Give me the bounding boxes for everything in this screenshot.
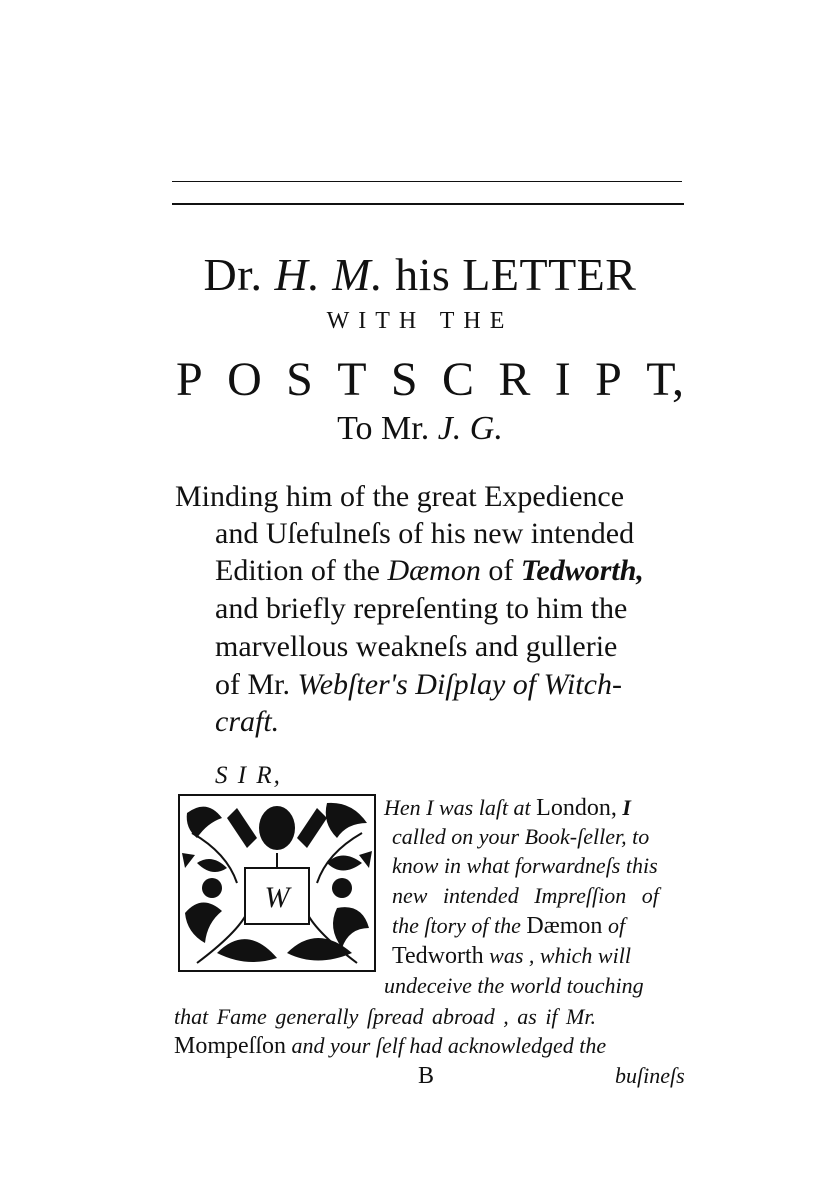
postscript-letter: S xyxy=(286,353,313,406)
postscript-letter: O xyxy=(227,353,262,406)
addressee-to-mr: To Mr. xyxy=(337,410,430,447)
body-line-5 xyxy=(392,911,625,941)
body-line-1 xyxy=(384,793,631,823)
addressee-initials: J. G. xyxy=(437,410,503,447)
postscript-letter: R xyxy=(498,353,531,406)
decorated-initial xyxy=(177,793,377,973)
postscript-letter: P xyxy=(176,353,203,406)
drop-cap-letter: W xyxy=(264,881,290,914)
summary-italic-daemon: Dæmon xyxy=(387,554,481,587)
top-rule-thin xyxy=(172,181,682,182)
body-roman-tedworth: Tedworth xyxy=(392,943,484,969)
top-rule-thick xyxy=(172,203,684,205)
title-dr: Dr. xyxy=(203,249,263,300)
summary-text: Edition of the xyxy=(215,554,380,587)
summary-line-2: and Uſefulneſs of his new intended xyxy=(215,517,635,550)
summary-line-3 xyxy=(215,552,644,590)
title-with-the: WITH THE xyxy=(326,308,514,334)
body-line-4: new intended Impreſſion of xyxy=(392,883,659,908)
body-line-7: undeceive the world touching xyxy=(384,973,644,998)
body-text: was , which will xyxy=(489,943,631,968)
catchword: buſineſs xyxy=(615,1063,685,1088)
summary-text: of Mr. xyxy=(215,668,290,701)
body-line-6 xyxy=(392,941,631,971)
body-roman-daemon: Dæmon xyxy=(526,913,603,939)
body-text: and your ſelf had acknowledged the xyxy=(291,1033,607,1058)
postscript-letter: T xyxy=(337,353,367,406)
signature-mark: B xyxy=(418,1063,435,1089)
summary-line-1: Minding him of the great Expedience xyxy=(175,480,625,513)
foliage-ornament-icon xyxy=(177,793,377,973)
title-initials: H. M. xyxy=(274,249,384,300)
body-roman-mompesson: Mompeſſon xyxy=(174,1033,286,1059)
body-line-8: that Fame generally ſpread abroad , as if Mr. xyxy=(174,1004,596,1029)
postscript-letter: C xyxy=(441,353,474,406)
body-text: Hen I was laſt at xyxy=(384,795,531,820)
body-line-9 xyxy=(174,1031,606,1061)
summary-line-5: marvellous weakneſs and gullerie xyxy=(215,630,618,663)
summary-line-6 xyxy=(215,666,622,704)
summary-italic-craft: craft. xyxy=(215,705,280,738)
body-text: the ſtory of the xyxy=(392,913,521,938)
letter-title xyxy=(0,248,840,301)
postscript-letter: P xyxy=(595,353,622,406)
title-postscript xyxy=(176,352,684,407)
summary-italic-webster: Webſter's Diſplay of Witch- xyxy=(297,668,622,701)
salutation: S I R, xyxy=(215,762,282,789)
summary-line-4: and briefly repreſenting to him the xyxy=(215,592,628,625)
postscript-letter: S xyxy=(390,353,418,406)
title-addressee xyxy=(0,410,840,448)
summary-line-7 xyxy=(215,703,279,741)
body-line-3: know in what forwardneſs this xyxy=(392,853,658,878)
body-line-2: called on your Book-ſeller, to xyxy=(392,824,650,849)
body-roman-london: London, xyxy=(536,795,617,821)
summary-text: of xyxy=(488,554,514,587)
body-text: I xyxy=(622,795,631,820)
postscript-letter: T, xyxy=(646,353,684,406)
summary-italic-tedworth: Tedworth, xyxy=(520,554,644,587)
postscript-letter: I xyxy=(554,353,571,406)
title-his-letter: his LETTER xyxy=(395,249,637,300)
body-text: of xyxy=(607,913,626,938)
